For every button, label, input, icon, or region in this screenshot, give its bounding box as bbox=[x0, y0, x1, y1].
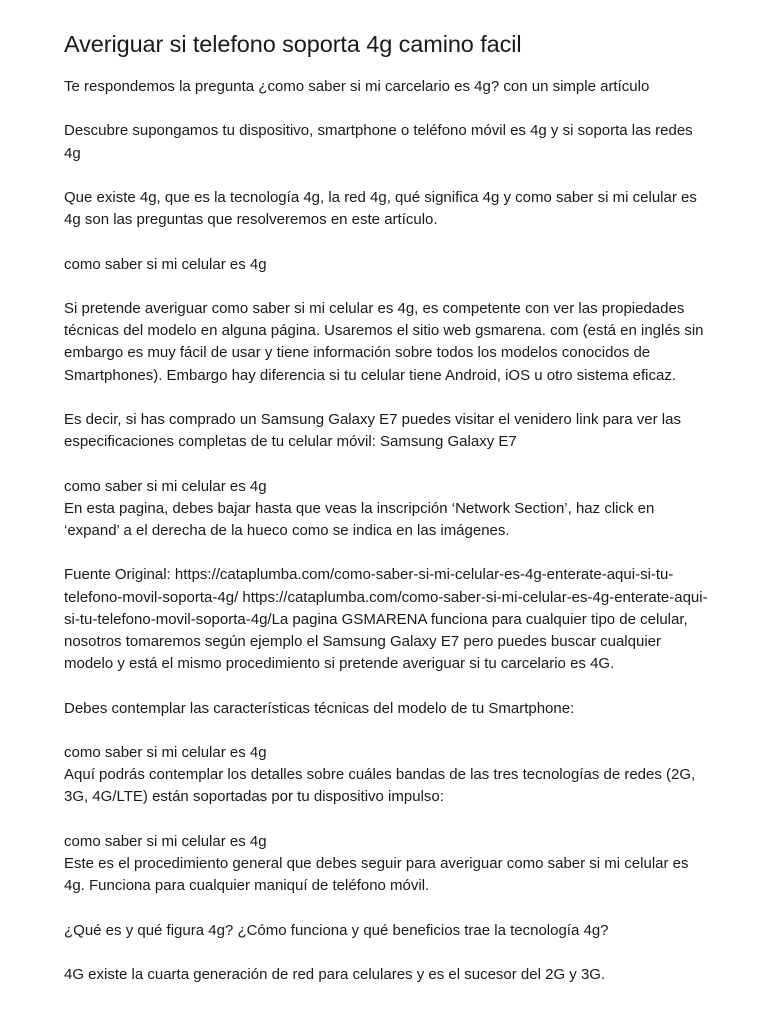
paragraph-gsmarena bbox=[64, 298, 712, 387]
paragraph-text: como saber si mi celular es 4g bbox=[64, 255, 267, 273]
paragraph-text: Que existe 4g, que es la tecnología 4g, la red 4g, qué significa 4g y como saber si mi celular es 4g son las preguntas que resolveremos en este artículo. bbox=[64, 188, 697, 229]
paragraph-fourth-generation bbox=[64, 964, 712, 986]
paragraph-source bbox=[64, 564, 712, 675]
paragraph-text: Si pretende averiguar como saber si mi celular es 4g, es competente con ver las propiedades técnicas del modelo en alguna página. Usaremos el sitio web gsmarena. com (está en inglés sin embargo es muy fácil de usar y tiene información sobre todos los modelos conocidos de Smartphones). Embargo hay diferencia si tu celular tiene Android, iOS u otro sistema eficaz. bbox=[64, 299, 704, 384]
paragraph-text: ¿Qué es y qué figura 4g? ¿Cómo funciona y qué beneficios trae la tecnología 4g? bbox=[64, 921, 609, 939]
paragraph-example bbox=[64, 409, 712, 453]
paragraph-text: Te respondemos la pregunta ¿como saber si mi carcelario es 4g? con un simple artículo bbox=[64, 78, 650, 95]
paragraph-text: Este es el procedimiento general que debes seguir para averiguar como saber si mi celular es 4g. Funciona para cualquier maniquí de teléfono móvil. bbox=[64, 854, 689, 895]
paragraph-network-section bbox=[64, 476, 712, 543]
paragraph-questions bbox=[64, 187, 712, 231]
paragraph-text: Aquí podrás contemplar los detalles sobre cuáles bandas de las tres tecnologías de redes (2G, 3G, 4G/LTE) están soportadas por tu dispositivo impulso: bbox=[64, 766, 696, 806]
paragraph-text: Fuente Original: https://cataplumba.com/como-saber-si-mi-celular-es-4g-enterate-aqui-si-tu-telefono-movil-soporta-4g/ https://cataplumba.com/como-saber-si-mi-celular-es-4g-enterate-aqui-si-tu-telefono-movil-soporta-4g/La pagina GSMARENA funciona para cualquier tipo de celular, nosotros tomaremos según ejemplo el Samsung Galaxy E7 pero puedes buscar cualquier modelo y está el mismo procedimiento si pretende averiguar si tu carcelario es 4G. bbox=[64, 566, 708, 673]
paragraph-intro bbox=[64, 76, 712, 98]
paragraph-text: Descubre supongamos tu dispositivo, smartphone o teléfono móvil es 4g y si soporta las redes 4g bbox=[64, 122, 693, 162]
paragraph-text: Debes contemplar las características técnicas del modelo de tu Smartphone: bbox=[64, 699, 575, 717]
paragraph-text: Es decir, si has comprado un Samsung Galaxy E7 puedes visitar el venidero link para ver las especificaciones completas de tu celular móvil: Samsung Galaxy E7 bbox=[64, 410, 681, 451]
paragraph-text: En esta pagina, debes bajar hasta que veas la inscripción ‘Network Section’, haz click en ‘expand’ a el derecha de la hueco como se indica en las imágenes. bbox=[64, 499, 655, 539]
paragraph-caption: como saber si mi celular es 4g bbox=[64, 743, 267, 761]
page-title: Averiguar si telefono soporta 4g camino facil bbox=[64, 31, 522, 57]
paragraph-text: 4G existe la cuarta generación de red para celulares y es el sucesor del 2G y 3G. bbox=[64, 965, 606, 983]
paragraph-discover bbox=[64, 120, 712, 164]
paragraph-procedure bbox=[64, 831, 712, 898]
paragraph-heading bbox=[64, 254, 712, 276]
paragraph-caption: como saber si mi celular es 4g bbox=[64, 832, 267, 850]
paragraph-characteristics bbox=[64, 698, 712, 720]
paragraph-bands bbox=[64, 742, 712, 809]
paragraph-what-is-4g bbox=[64, 920, 712, 942]
article-body bbox=[64, 76, 712, 986]
paragraph-caption: como saber si mi celular es 4g bbox=[64, 477, 267, 495]
